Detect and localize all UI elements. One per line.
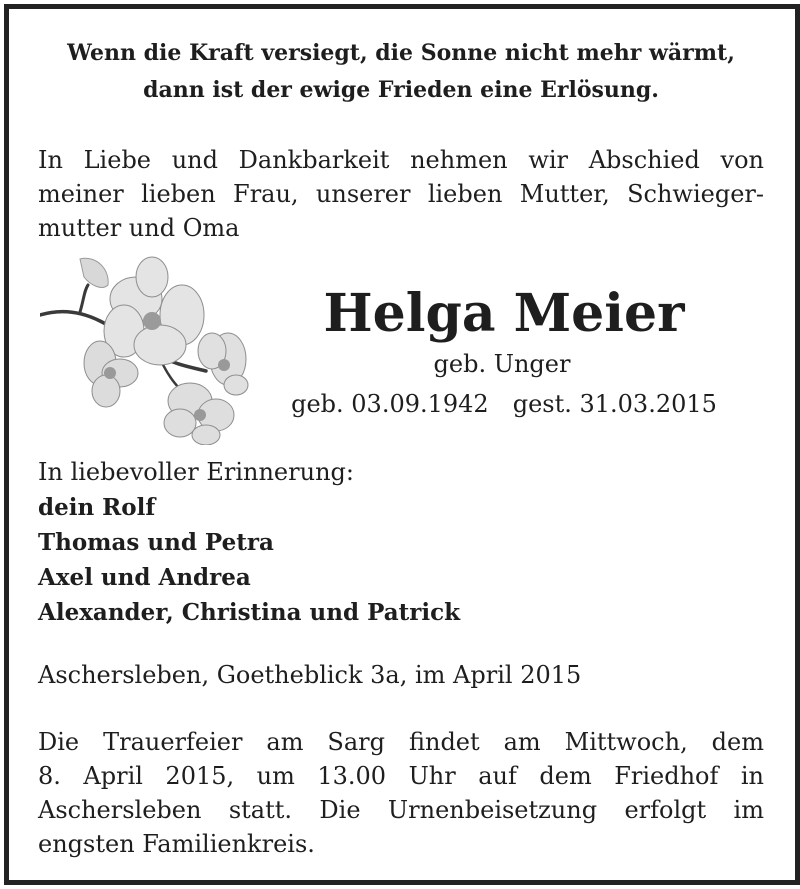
service-line: Die Trauerfeier am Sarg findet am Mittwoch, dem bbox=[38, 728, 764, 756]
service-info bbox=[38, 725, 764, 861]
service-line: 8. April 2015, um 13.00 Uhr auf dem Friedhof in bbox=[38, 762, 764, 790]
intro-line: meiner lieben Frau, unserer lieben Mutter, Schwieger- bbox=[38, 180, 764, 208]
intro-text bbox=[38, 143, 764, 245]
orchid-branch-icon bbox=[40, 255, 256, 445]
maiden-name: geb. Unger bbox=[433, 350, 571, 378]
obituary-notice bbox=[4, 4, 800, 885]
service-line: Aschersleben statt. Die Urnenbeisetzung erfolgt im bbox=[38, 796, 764, 824]
intro-line: mutter und Oma bbox=[38, 214, 240, 242]
mourner-name: Axel und Andrea bbox=[38, 564, 251, 591]
place-date: Aschersleben, Goetheblick 3a, im April 2015 bbox=[38, 661, 582, 689]
death-date: gest. 31.03.2015 bbox=[512, 390, 717, 418]
birth-date: geb. 03.09.1942 bbox=[291, 390, 489, 418]
mourner-name: Thomas und Petra bbox=[38, 529, 274, 556]
memory-lead: In liebevoller Erinnerung: bbox=[38, 458, 354, 486]
mourners-block bbox=[38, 455, 764, 630]
motto-line: Wenn die Kraft versiegt, die Sonne nicht mehr wärmt, bbox=[67, 40, 735, 66]
mourner-name: dein Rolf bbox=[38, 494, 156, 521]
life-dates bbox=[262, 387, 746, 421]
motto-quote bbox=[38, 35, 764, 109]
deceased-name: Helga Meier bbox=[323, 283, 685, 344]
intro-line: In Liebe und Dankbarkeit nehmen wir Abschied von bbox=[38, 146, 764, 174]
motto-line: dann ist der ewige Frieden eine Erlösung. bbox=[143, 77, 659, 103]
mourner-name: Alexander, Christina und Patrick bbox=[38, 599, 461, 626]
service-line: engsten Familienkreis. bbox=[38, 830, 315, 858]
